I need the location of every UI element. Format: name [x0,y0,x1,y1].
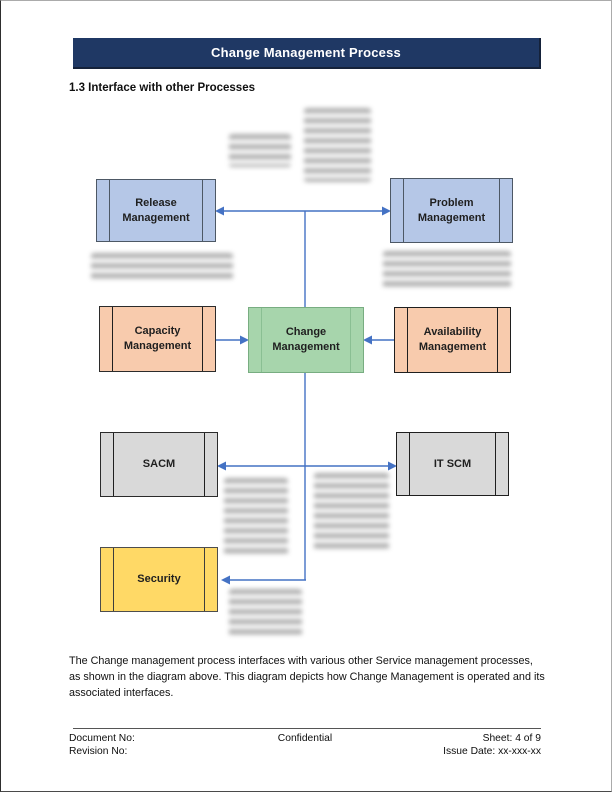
node-problem-management [390,178,513,243]
node-label: IT SCM [433,457,472,470]
node-label: Release Management [122,196,190,224]
node-label: Security [137,573,181,586]
node-label: Problem Management [417,196,486,224]
body-paragraph: The Change management process interfaces with various other Service management processes, as shown in the diagram above. This diagram depicts how Change Management is operated and its associated interfaces. [69,655,545,700]
side-strip [204,548,205,611]
footer-confidential: Confidential [277,733,333,744]
side-strip [497,308,498,372]
footer-sheet: Sheet: 4 of 9 [482,733,541,744]
node-label: Availability Management [418,326,487,353]
node-security [100,547,218,612]
footer-document-no: Document No: [69,733,135,744]
arrowhead-into-sacm [217,462,226,471]
footer-issue-date: Issue Date: xx-xxx-xx [443,746,541,757]
side-strip [202,307,203,371]
arrowhead-into-release [215,207,224,216]
node-sacm [100,432,218,497]
footer-revision-no: Revision No: [69,746,128,757]
side-strip [202,180,203,241]
node-capacity-management [99,306,216,372]
side-strip [113,433,114,496]
side-strip [261,308,262,372]
blurred-annotation [229,134,291,167]
node-change-management [248,307,364,373]
section-heading: 1.3 Interface with other Processes [69,82,255,94]
blurred-annotation [91,253,233,280]
footer-divider [73,728,541,729]
blurred-annotation [383,251,511,290]
blurred-annotation [224,478,288,558]
node-it-scm [396,432,509,496]
side-strip [350,308,351,372]
blurred-annotation [314,473,389,553]
side-strip [113,548,114,611]
arrowhead-into-change-right [363,336,372,345]
node-availability-management [394,307,511,373]
side-strip [409,433,410,495]
side-strip [499,179,500,242]
title-bar [73,38,541,69]
node-label: Change Management [272,326,340,353]
arrowhead-into-security [221,576,230,585]
side-strip [109,180,110,241]
side-strip [495,433,496,495]
side-strip [112,307,113,371]
blurred-annotation [229,589,302,637]
page-title: Change Management Process [211,45,401,60]
side-strip [403,179,404,242]
footer [69,733,541,757]
footer-spacer [226,746,383,757]
node-label: SACM [142,458,176,471]
side-strip [407,308,408,372]
node-label: Capacity Management [123,325,192,352]
node-release-management [96,179,216,242]
side-strip [204,433,205,496]
blurred-annotation [304,108,371,182]
